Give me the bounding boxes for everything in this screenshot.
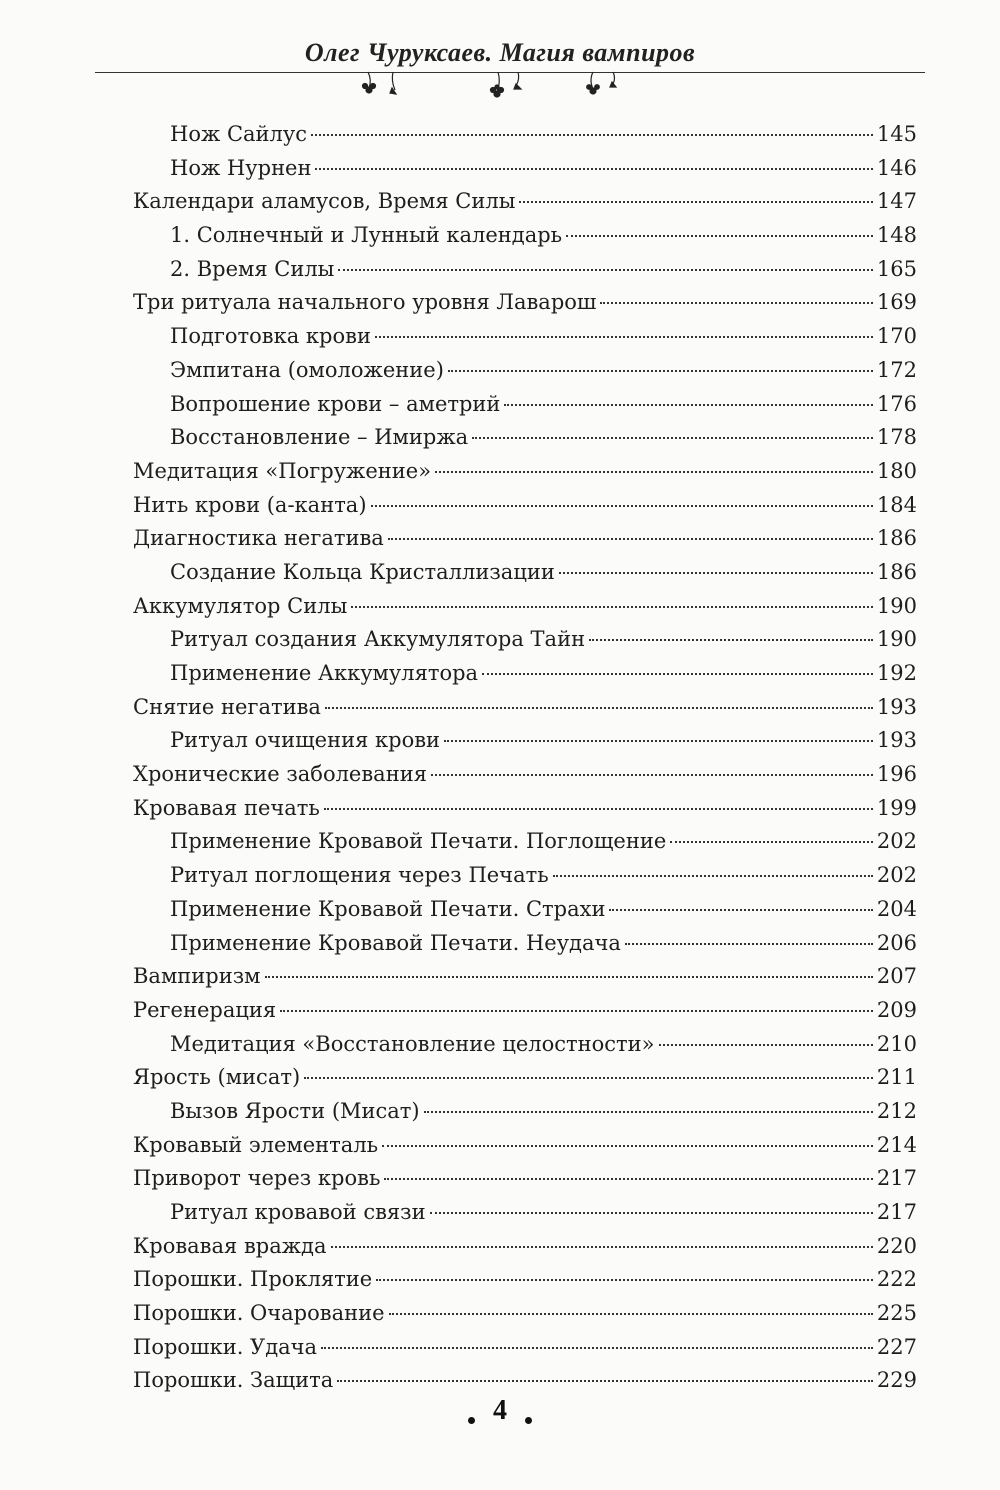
toc-entry-title: Нож Нурнен xyxy=(170,155,312,180)
toc-entry-page: 217 xyxy=(876,1166,917,1191)
toc-dot-leader xyxy=(504,404,872,406)
toc-entry-page: 202 xyxy=(876,829,917,854)
toc-entry-title: Ярость (мисат) xyxy=(133,1065,301,1090)
toc-entry xyxy=(133,758,917,792)
toc-entry xyxy=(133,320,917,354)
toc-entry-page: 209 xyxy=(876,997,917,1022)
toc-entry-title: 1. Солнечный и Лунный календарь xyxy=(170,223,563,248)
toc-entry xyxy=(133,893,917,927)
toc-entry-title: Кровавый элементаль xyxy=(133,1132,379,1157)
toc-dot-leader xyxy=(625,943,873,945)
toc-dot-leader xyxy=(670,841,873,843)
toc-entry xyxy=(133,489,917,523)
toc-entry xyxy=(133,1061,917,1095)
toc-entry xyxy=(133,792,917,826)
table-of-contents xyxy=(133,118,917,1398)
toc-entry xyxy=(133,1331,917,1365)
toc-entry-page: 210 xyxy=(876,1031,917,1056)
toc-entry xyxy=(133,1162,917,1196)
toc-dot-leader xyxy=(431,774,873,776)
toc-entry xyxy=(133,253,917,287)
toc-dot-leader xyxy=(430,1212,873,1214)
page-dot-left xyxy=(468,1417,475,1424)
toc-entry xyxy=(133,1196,917,1230)
toc-dot-leader xyxy=(472,437,873,439)
toc-entry-page: 227 xyxy=(876,1334,917,1359)
toc-entry-title: Диагностика негатива xyxy=(133,526,384,551)
toc-dot-leader xyxy=(659,1044,873,1046)
toc-entry-title: Эмпитана (омоложение) xyxy=(170,357,444,382)
toc-dot-leader xyxy=(388,538,873,540)
toc-dot-leader xyxy=(553,875,873,877)
toc-entry xyxy=(133,960,917,994)
toc-dot-leader xyxy=(324,808,873,810)
toc-dot-leader xyxy=(280,1010,873,1012)
toc-dot-leader xyxy=(376,1279,873,1281)
toc-entry-page: 172 xyxy=(876,357,917,382)
toc-entry xyxy=(133,219,917,253)
toc-entry-page: 169 xyxy=(876,290,917,315)
toc-entry-page: 170 xyxy=(876,324,917,349)
toc-entry-page: 196 xyxy=(876,762,917,787)
toc-entry-title: Порошки. Очарование xyxy=(133,1301,385,1326)
toc-entry-page: 202 xyxy=(876,863,917,888)
toc-entry-title: Кровавая печать xyxy=(133,795,320,820)
toc-dot-leader xyxy=(384,1178,873,1180)
toc-dot-leader xyxy=(448,370,873,372)
toc-entry-title: Три ритуала начального уровня Лаварош xyxy=(133,290,597,315)
toc-entry xyxy=(133,185,917,219)
running-title: Олег Чуруксаев. Магия вампиров xyxy=(304,38,696,67)
toc-entry xyxy=(133,657,917,691)
toc-entry-title: Восстановление – Имиржа xyxy=(170,425,469,450)
toc-dot-leader xyxy=(315,168,872,170)
toc-entry xyxy=(133,927,917,961)
toc-entry xyxy=(133,388,917,422)
toc-entry-title: Применение Кровавой Печати. Неудача xyxy=(170,930,621,955)
toc-entry-page: 184 xyxy=(876,492,917,517)
toc-entry xyxy=(133,286,917,320)
toc-dot-leader xyxy=(600,302,872,304)
toc-dot-leader xyxy=(311,134,873,136)
toc-dot-leader xyxy=(444,740,873,742)
toc-entry-page: 165 xyxy=(876,256,917,281)
toc-entry-title: Порошки. Защита xyxy=(133,1368,334,1393)
toc-entry-title: Хронические заболевания xyxy=(133,762,427,787)
toc-entry xyxy=(133,1297,917,1331)
toc-entry-page: 180 xyxy=(876,458,917,483)
toc-dot-leader xyxy=(382,1145,873,1147)
toc-entry-page: 186 xyxy=(876,559,917,584)
toc-entry-title: Ритуал очищения крови xyxy=(170,728,441,753)
toc-entry-page: 146 xyxy=(876,155,917,180)
toc-entry-page: 145 xyxy=(876,122,917,146)
toc-entry-page: 211 xyxy=(876,1065,917,1090)
toc-entry xyxy=(133,455,917,489)
toc-entry-page: 193 xyxy=(876,728,917,753)
page-dot-right xyxy=(525,1417,532,1424)
page-footer xyxy=(0,1395,1000,1445)
toc-entry-title: Ритуал создания Аккумулятора Тайн xyxy=(170,627,586,652)
toc-entry xyxy=(133,724,917,758)
toc-entry-title: Применение Аккумулятора xyxy=(170,661,479,685)
toc-entry-title: Нить крови (а-канта) xyxy=(133,492,367,517)
toc-dot-leader xyxy=(566,235,873,237)
toc-entry-page: 212 xyxy=(876,1098,917,1123)
toc-entry-page: 222 xyxy=(876,1267,917,1292)
toc-entry-title: Вампиризм xyxy=(133,964,261,989)
toc-entry-page: 207 xyxy=(876,964,917,989)
toc-entry xyxy=(133,421,917,455)
toc-entry-page: 193 xyxy=(876,694,917,719)
toc-entry-page: 148 xyxy=(876,223,917,248)
toc-entry xyxy=(133,556,917,590)
toc-entry-title: Нож Сайлус xyxy=(170,122,307,146)
toc-entry-page: 192 xyxy=(876,661,917,685)
toc-entry-title: Порошки. Удача xyxy=(133,1334,318,1359)
toc-entry xyxy=(133,1095,917,1129)
toc-dot-leader xyxy=(338,269,873,271)
toc-entry xyxy=(133,1364,917,1398)
toc-entry-title: 2. Время Силы xyxy=(170,256,335,281)
toc-entry-title: Применение Кровавой Печати. Поглощение xyxy=(170,829,667,854)
toc-dot-leader xyxy=(609,909,872,911)
toc-dot-leader xyxy=(424,1111,873,1113)
toc-entry xyxy=(133,1230,917,1264)
toc-dot-leader xyxy=(321,1347,873,1349)
toc-dot-leader xyxy=(337,1380,873,1382)
toc-entry xyxy=(133,354,917,388)
toc-entry-page: 206 xyxy=(876,930,917,955)
toc-entry-page: 190 xyxy=(876,593,917,618)
toc-entry-page: 199 xyxy=(876,795,917,820)
toc-entry-title: Снятие негатива xyxy=(133,694,321,719)
toc-entry xyxy=(133,859,917,893)
toc-entry-page: 204 xyxy=(876,896,917,921)
toc-entry-title: Вопрошение крови – аметрий xyxy=(170,391,501,416)
toc-entry-title: Ритуал кровавой связи xyxy=(170,1200,426,1224)
toc-entry-page: 225 xyxy=(876,1301,917,1326)
toc-entry-page: 229 xyxy=(876,1368,917,1393)
page-header xyxy=(0,0,1000,110)
toc-dot-leader xyxy=(519,201,872,203)
toc-entry xyxy=(133,1028,917,1062)
toc-entry-title: Подготовка крови xyxy=(170,324,371,349)
toc-dot-leader xyxy=(375,336,873,338)
toc-entry-title: Вызов Ярости (Мисат) xyxy=(170,1098,420,1123)
toc-entry-page: 186 xyxy=(876,526,917,551)
toc-dot-leader xyxy=(351,606,873,608)
toc-entry-title: Календари аламусов, Время Силы xyxy=(133,189,516,214)
toc-dot-leader xyxy=(482,673,873,675)
toc-entry xyxy=(133,1263,917,1297)
toc-entry xyxy=(133,691,917,725)
toc-dot-leader xyxy=(435,471,873,473)
toc-entry xyxy=(133,1129,917,1163)
toc-entry xyxy=(133,118,917,152)
toc-entry-title: Ритуал поглощения через Печать xyxy=(170,863,549,888)
toc-dot-leader xyxy=(265,976,873,978)
toc-entry xyxy=(133,623,917,657)
toc-entry-title: Кровавая вражда xyxy=(133,1233,327,1258)
toc-entry-page: 176 xyxy=(876,391,917,416)
toc-dot-leader xyxy=(389,1313,873,1315)
toc-entry xyxy=(133,152,917,186)
toc-entry-page: 178 xyxy=(876,425,917,450)
toc-dot-leader xyxy=(371,505,873,507)
toc-entry-page: 190 xyxy=(876,627,917,652)
toc-dot-leader xyxy=(331,1246,873,1248)
vine-ornament-icon xyxy=(0,68,1000,108)
toc-entry-page: 214 xyxy=(876,1132,917,1157)
toc-entry-title: Аккумулятор Силы xyxy=(133,593,348,618)
toc-entry xyxy=(133,590,917,624)
toc-entry-title: Приворот через кровь xyxy=(133,1166,381,1191)
toc-entry-title: Медитация «Погружение» xyxy=(133,458,432,483)
toc-entry-title: Создание Кольца Кристаллизации xyxy=(170,559,555,584)
toc-entry-page: 220 xyxy=(876,1233,917,1258)
toc-entry-title: Регенерация xyxy=(133,997,277,1022)
toc-dot-leader xyxy=(559,572,873,574)
toc-entry-page: 147 xyxy=(876,189,917,214)
toc-entry-title: Медитация «Восстановление целостности» xyxy=(170,1031,655,1056)
toc-dot-leader xyxy=(304,1077,873,1079)
toc-entry xyxy=(133,522,917,556)
toc-entry xyxy=(133,825,917,859)
toc-entry-title: Порошки. Проклятие xyxy=(133,1267,373,1292)
toc-entry xyxy=(133,994,917,1028)
toc-dot-leader xyxy=(325,707,873,709)
toc-entry-page: 217 xyxy=(876,1200,917,1224)
toc-entry-title: Применение Кровавой Печати. Страхи xyxy=(170,896,606,921)
toc-dot-leader xyxy=(589,639,873,641)
page-number: 4 xyxy=(493,1395,507,1426)
